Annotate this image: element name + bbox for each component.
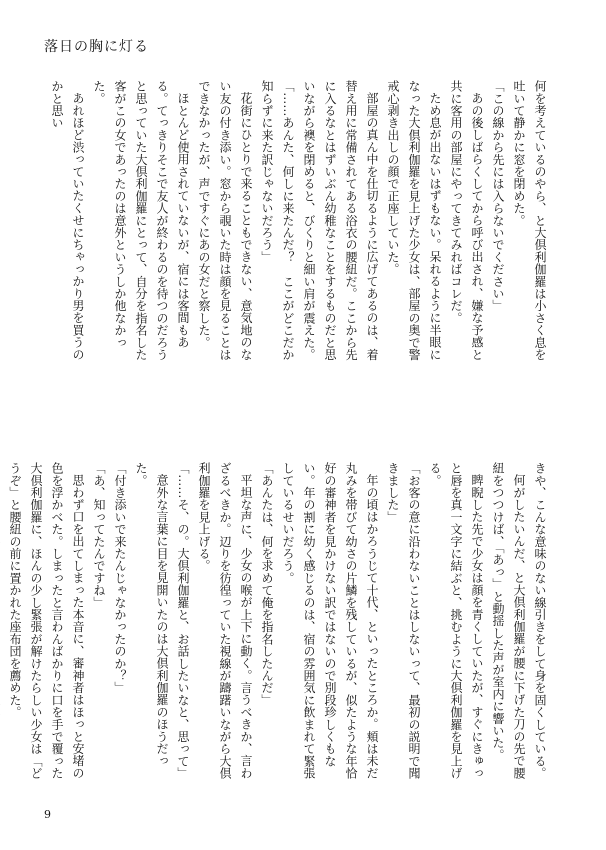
upper-text-block (50, 80, 550, 372)
paragraph: 「付き添いで来たんじゃなかったのか？」 (113, 462, 127, 694)
paragraph: 何を考えているのやら、と大倶利伽羅は小さく息を吐いて静かに窓を閉めた。 (512, 80, 547, 361)
paragraph (0, 462, 4, 780)
paragraph: 平坦な声に、少女の喉が上下に動く。言うべきか、言わざるべきか。辺りを彷徨っていた視線が躊躇いながら大倶利伽羅を見上げる。 (197, 462, 253, 780)
paragraph: きや、こんな意味のない線引きをして身を固くしている。 (533, 462, 547, 780)
paragraph: 「あんたは、何を求めて俺を指名したんだ」 (260, 462, 274, 706)
paragraph: 「……あんた、何しに来たんだ？ ここがどこだか知らずに来た訳じゃないだろう」 (260, 80, 295, 361)
running-title: 落日の胸に灯る (44, 39, 149, 55)
paragraph: 年の頃はかろうじて十代、といったところか。頬は未だ丸みを帯びて幼さの片鱗を残しているが、似たような年恰好の審神者を見かけない訳ではないので別段珍しくもない。年の割に幼く感じるのは、宿の雰囲気に飲まれて緊張しているせいだろう。 (281, 462, 379, 780)
paragraph: 「あ、知ってたんですね」 (92, 462, 106, 609)
paragraph: 「お客の意に沿わないことはしないって、最初の説明で聞きました」 (386, 462, 421, 780)
paragraph: ため息が出ないはずもない。呆れるように半眼になった大倶利伽羅を見上げた少女は、部屋の奥で警戒心剥き出しの顔で正座していた。 (386, 80, 442, 361)
page-number: 9 (44, 808, 51, 821)
paragraph: 睥睨した先で少女は顔を青くしていたが、すぐにきゅっと唇を真一文字に結ぶと、挑むように大倶利伽羅を見上げる。 (428, 462, 484, 780)
lower-text-block (8, 462, 550, 780)
paragraph: 部屋の真ん中を仕切るように広げてあるのは、着替え用に常備されてある浴衣の腰紐だ。ここから先に入るなとはずいぶん幼稚なことをするものだと思いながら襖を閉めると、びくりと細い肩が震えた。 (302, 80, 379, 361)
paragraph: あれほど渋っていたくせにちゃっかり男を買うのかと思い (50, 80, 85, 361)
paragraph: 「この線から先には入らないでください」 (491, 80, 505, 312)
paragraph: 意外な言葉に目を見開いたのは大倶利伽羅のほうだった。 (134, 462, 169, 767)
paragraph: あの後しばらくしてから呼び出され、嫌な予感と共に客用の部屋にやってきてみればコレだ。 (449, 80, 484, 361)
paragraph: 何がしたいんだ、と大倶利伽羅が腰に下げた刀の先で腰紐をつつけば、「あっ」と動揺した声が室内に響いた。 (491, 462, 526, 779)
paragraph: 「……そ、の。大倶利伽羅と、お話したいなと、思って」 (176, 462, 190, 780)
paragraph: ほとんど使用されていないが、宿には客間もある。てっきりそこで友人が終わるのを待つのだろうと思っていた大倶利伽羅にとって、自分を指名した客がこの女であったのは意外というしか他なかった。 (92, 80, 190, 361)
paragraph: 思わず口を出てしまった本音に、審神者はほっと安堵の色を浮かべた。しまったと言わんばかりに口を手で覆った大倶利伽羅に、ほんの少し緊張が解けたらしい少女は「どうぞ」と腰紐の前に置かれた座布団を薦めた。 (8, 462, 85, 780)
paragraph: 花街にひとりで来ることもできない、意気地のない友の付き添い。窓から覗いた時は顔を見ることはできなかったが、声ですぐにあの女だと察した。 (197, 80, 253, 361)
